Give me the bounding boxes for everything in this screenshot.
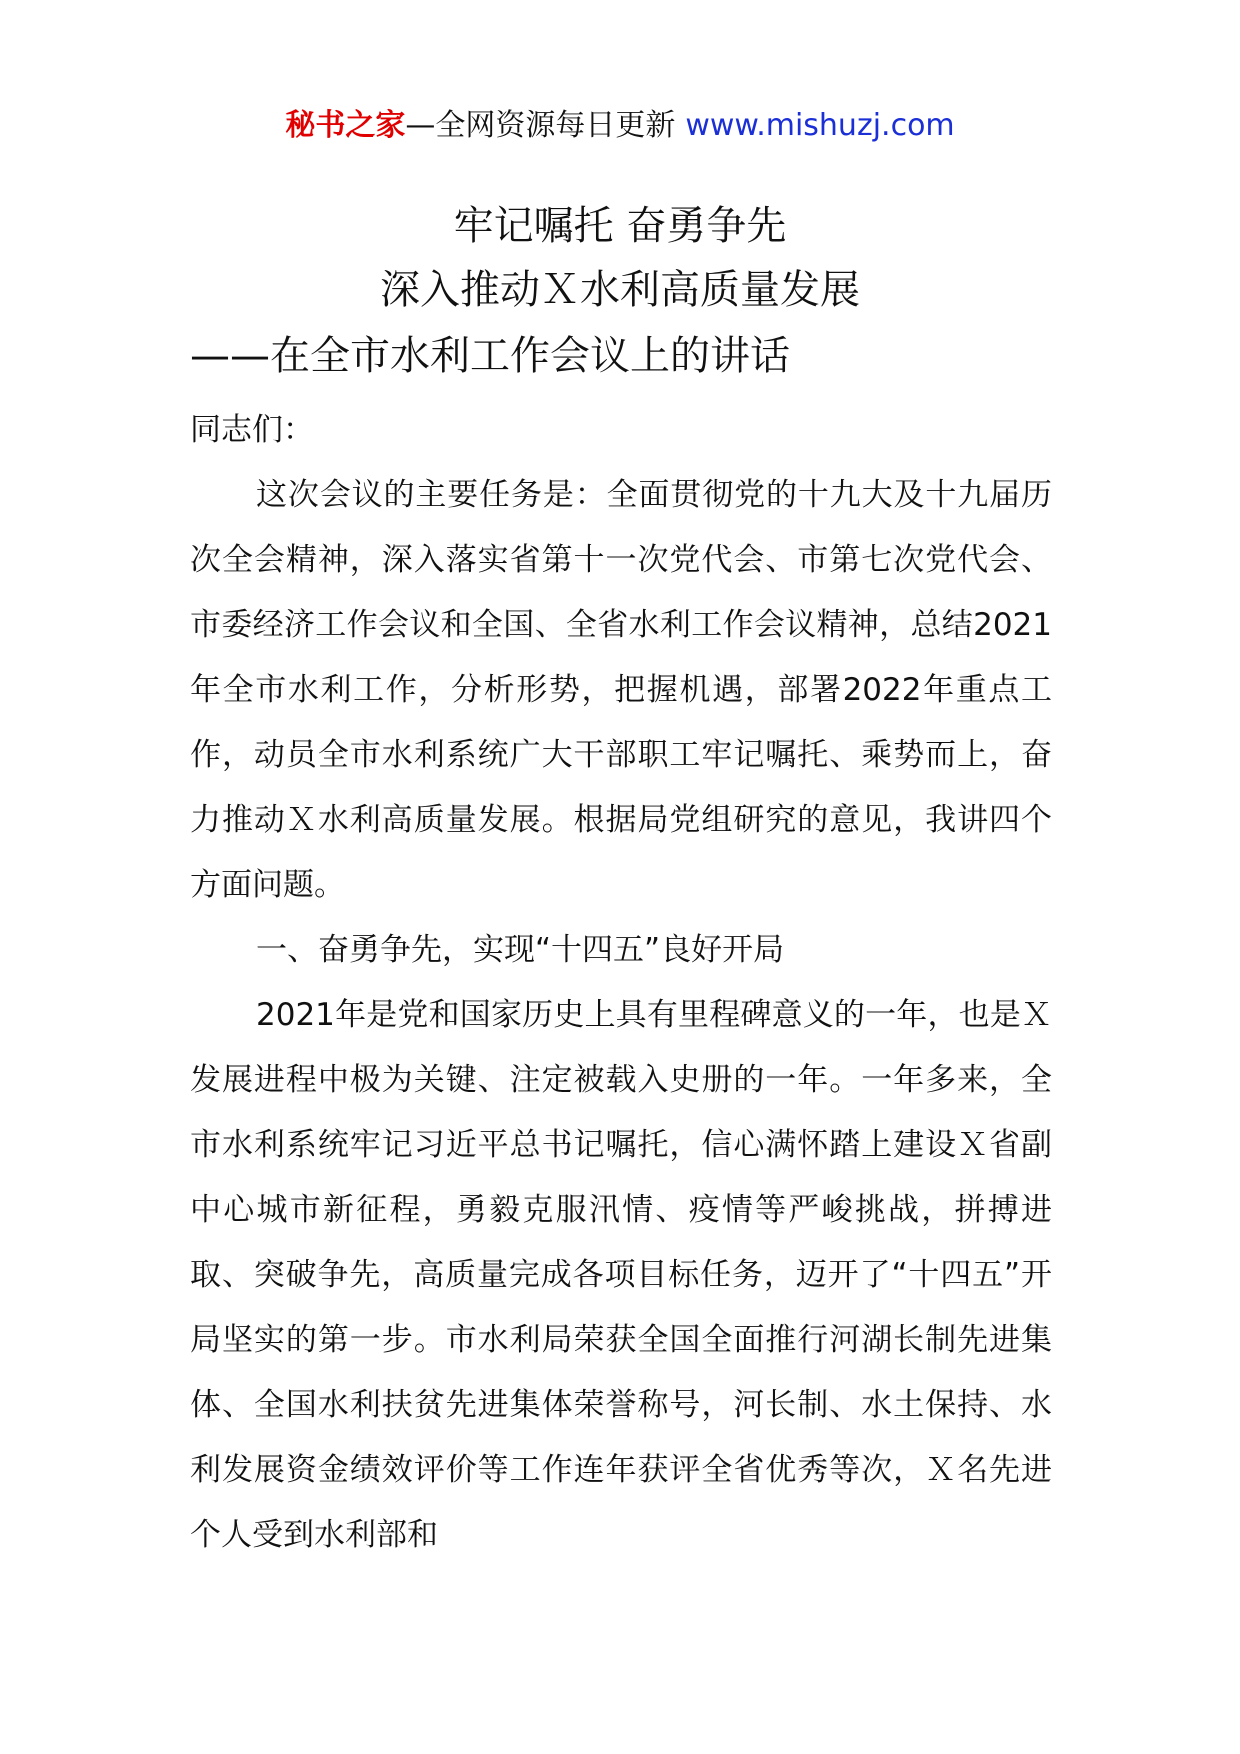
title-subtitle: ——在全市水利工作会议上的讲话 [190, 333, 790, 379]
title-line-2: 深入推动Ｘ水利高质量发展 [380, 267, 860, 313]
site-slogan: —全网资源每日更新 [405, 108, 676, 143]
section-heading-1: 一、奋勇争先，实现“十四五”良好开局 [256, 932, 785, 968]
document-body [190, 398, 1052, 1568]
paragraph-intro: 这次会议的主要任务是：全面贯彻党的十九大及十九届历次全会精神，深入落实省第十一次党代会、市第七次党代会、市委经济工作会议和全国、全省水利工作会议精神，总结2021年全市水利工作，分析形势，把握机遇，部署2022年重点工作，动员全市水利系统广大干部职工牢记嘱托、乘势而上，奋力推动Ｘ水利高质量发展。根据局党组研究的意见，我讲四个方面问题。 [190, 477, 1052, 903]
title-line-1: 牢记嘱托 奋勇争先 [453, 203, 787, 249]
site-brand: 秘书之家 [285, 108, 406, 143]
paragraph-2021-review: 2021年是党和国家历史上具有里程碑意义的一年，也是Ｘ发展进程中极为关键、注定被载入史册的一年。一年多来，全市水利系统牢记习近平总书记嘱托，信心满怀踏上建设Ｘ省副中心城市新征程，勇毅克服汛情、疫情等严峻挑战，拼搏进取、突破争先，高质量完成各项目标任务，迈开了“十四五”开局坚实的第一步。市水利局荣获全国全面推行河湖长制先进集体、全国水利扶贫先进集体荣誉称号，河长制、水土保持、水利发展资金绩效评价等工作连年获评全省优秀等次，Ｘ名先进个人受到水利部和 [190, 997, 1052, 1553]
site-url-link[interactable]: www.mishuzj.com [685, 108, 955, 143]
salutation: 同志们： [190, 412, 314, 448]
site-header [0, 104, 1240, 148]
